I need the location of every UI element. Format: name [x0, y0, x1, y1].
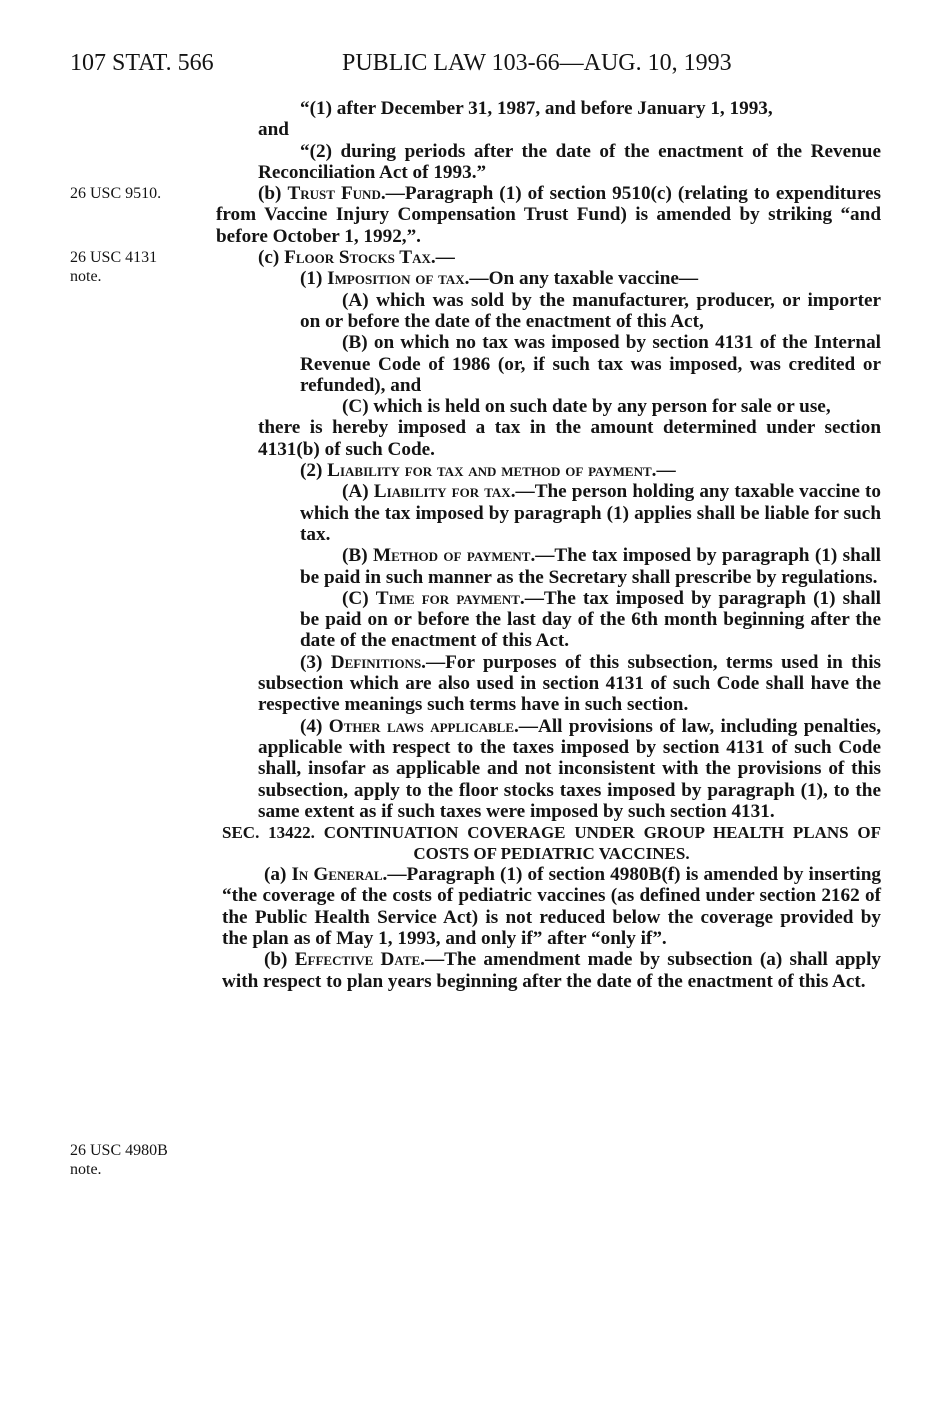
- paragraph-c1-heading: Imposition of tax: [327, 268, 465, 290]
- subsection-c-heading: Floor Stocks Tax: [284, 247, 431, 269]
- section-13422-a-heading: In General: [291, 864, 383, 886]
- section-13422-block: [222, 822, 881, 992]
- paragraph-c2: [258, 460, 881, 481]
- paragraph-c2-text: .—: [651, 460, 676, 482]
- paragraph-c1-text: .—On any taxable vaccine—: [464, 268, 699, 290]
- paragraph-a1-continuation: and: [258, 119, 289, 141]
- subparagraph-c1c: (C) which is held on such date by any person for sale or use,: [342, 396, 831, 418]
- subparagraph-c1a: (A) which was sold by the manufacturer, producer, or importer on or before the date of the enactment of this Act,: [300, 289, 881, 332]
- subsection-c: [216, 247, 881, 268]
- subsection-c-text: .—: [430, 247, 455, 269]
- subparagraph-c2c: [300, 588, 881, 652]
- subparagraph-c2b-heading: Method of payment: [372, 545, 531, 567]
- subparagraph-c2b-lead: (B): [342, 545, 368, 567]
- subsection-b-text: .—Paragraph (1) of section 9510(c) (relating to expenditures from Vaccine Injury Compensation Trust Fund) is amended by striking “and before October 1, 1992,”.: [216, 183, 882, 247]
- paragraph-a2: “(2) during periods after the date of the enactment of the Revenue Reconciliation Act of 1993.”: [258, 140, 881, 183]
- paragraph-c2-heading: Liability for tax and method of payment: [327, 460, 652, 482]
- subparagraph-c2a-heading: Liability for tax: [373, 481, 511, 503]
- subparagraph-c2b: [300, 545, 881, 588]
- subsection-b-block: [216, 183, 881, 268]
- running-header: PUBLIC LAW 103-66—AUG. 10, 1993: [342, 50, 732, 76]
- paragraph-c2-lead: (2): [300, 460, 323, 482]
- subparagraph-c2b-text: .—The tax imposed by paragraph (1) shall be paid in such manner as the Secretary shall prescribe by regulations.: [300, 545, 882, 588]
- subparagraph-c1b: (B) on which no tax was imposed by section 4131 of the Internal Revenue Code of 1986 (or, if such tax was imposed, was credited or refunded), and: [300, 332, 881, 396]
- paragraph-c1-tail: there is hereby imposed a tax in the amount determined under section 4131(b) of such Code.: [258, 417, 881, 460]
- c2-subparagraphs: [258, 481, 881, 651]
- paragraph-c4: [258, 716, 881, 822]
- section-13422-title: SEC. 13422. CONTINUATION COVERAGE UNDER GROUP HEALTH PLANS OF COSTS OF PEDIATRIC VACCINES.: [222, 823, 881, 864]
- section-13422-b: [222, 949, 881, 992]
- paragraph-c1-lead: (1): [300, 268, 323, 290]
- paragraph-c3: [258, 652, 881, 716]
- paragraph-c1: [258, 268, 881, 289]
- section-13422-b-lead: (b): [264, 949, 288, 971]
- subparagraph-c2c-lead: (C): [342, 587, 369, 609]
- subparagraph-c2c-heading: Time for payment: [375, 587, 520, 609]
- document-body: [216, 98, 882, 992]
- paragraph-a1: “(1) after December 31, 1987, and before January 1, 1993,: [300, 98, 773, 119]
- subparagraph-c2c-text: .—The tax imposed by paragraph (1) shall be paid on or before the last day of the 6th month beginning after the date of the enactment of this Act.: [300, 587, 881, 652]
- page-number-header: 107 STAT. 566: [70, 50, 214, 76]
- subparagraph-c2a-lead: (A): [342, 481, 369, 503]
- subsection-c-lead: (c): [258, 247, 280, 269]
- subparagraph-c2a: [300, 481, 881, 545]
- section-13422-a: [222, 864, 881, 949]
- section-13422-b-heading: Effective Date: [294, 949, 421, 971]
- c1-subparagraphs: [258, 290, 881, 418]
- paragraph-c4-text: .—All provisions of law, including penalties, applicable with respect to the taxes imposed by section 4131 of such Code shall, insofar as applicable and not inconsistent with the provisions of this subsection, apply to the floor stocks taxes imposed by paragraph (1), to the same extent as if such taxes were imposed by such section 4131.: [258, 715, 881, 822]
- paragraph-c3-heading: Definitions: [330, 651, 422, 673]
- section-13422-a-lead: (a): [264, 864, 287, 886]
- paragraph-c4-heading: Other laws applicable: [328, 715, 514, 737]
- margin-note-9510: 26 USC 9510.: [70, 185, 162, 202]
- paragraph-c3-lead: (3): [300, 651, 323, 673]
- margin-note-4131: 26 USC 4131 note.: [70, 249, 158, 285]
- paragraph-c4-lead: (4): [300, 715, 323, 737]
- section-13422-a-text: .—Paragraph (1) of section 4980B(f) is amended by inserting “the coverage of the costs of pediatric vaccines (as defined under section 2162 of the Public Health Service Act) is not reduced below the coverage provided by the plan as of May 1, 1993, and only if” after “only if”.: [222, 864, 882, 949]
- subsection-b-heading: Trust Fund: [287, 183, 381, 205]
- section-13422-b-text: .—The amendment made by subsection (a) shall apply with respect to plan years beginning after the date of the enactment of this Act.: [222, 949, 882, 992]
- subparagraph-c2a-text: .—The person holding any taxable vaccine to which the tax imposed by paragraph (1) applies shall be liable for such tax.: [300, 481, 881, 545]
- paragraph-c3-text: .—For purposes of this subsection, terms used in this subsection which are also used in section 4131 of such Code shall have the respective meanings such terms have in such section.: [258, 651, 881, 716]
- subsection-b-lead: (b): [258, 183, 282, 205]
- subsection-b: [216, 183, 881, 247]
- margin-note-4980b: 26 USC 4980B note.: [70, 1142, 168, 1178]
